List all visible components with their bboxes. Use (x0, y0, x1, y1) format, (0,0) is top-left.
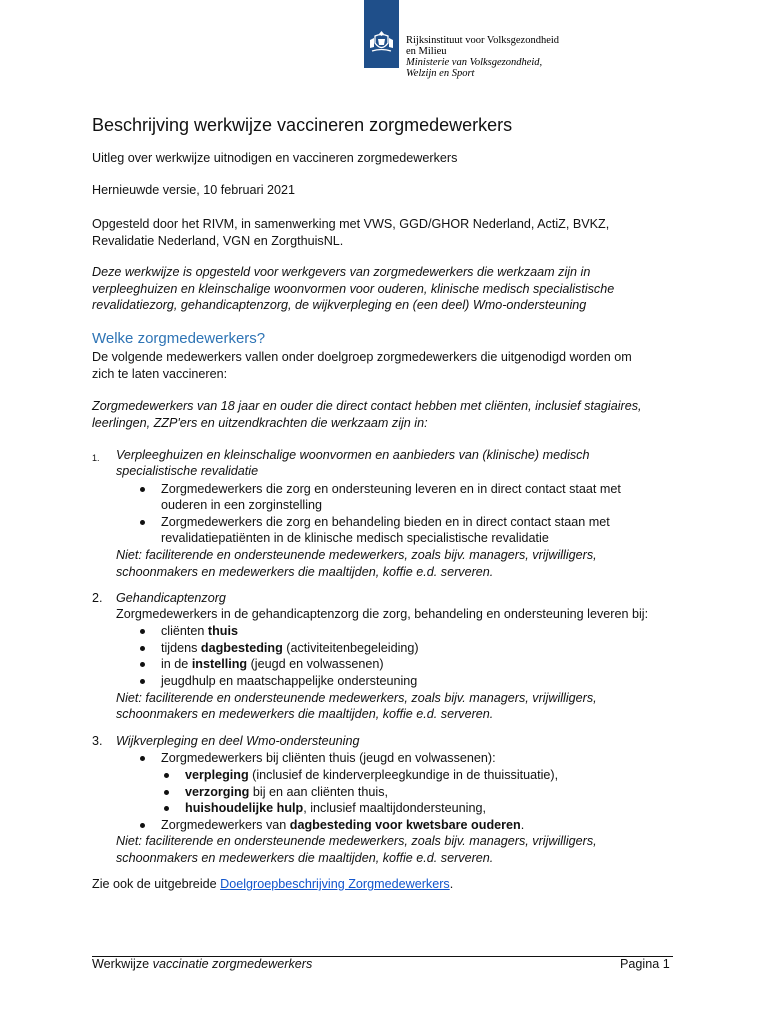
page-number: Pagina 1 (620, 957, 670, 971)
coat-of-arms-icon (369, 30, 394, 54)
logo-text (406, 35, 559, 79)
item3-bullet2: Zorgmedewerkers van dagbesteding voor kwetsbare ouderen. (161, 818, 525, 832)
item3-subbullet3: huishoudelijke hulp, inclusief maaltijdondersteuning, (185, 801, 486, 815)
bullet-dot (140, 629, 145, 634)
item1-title-line2: specialistische revalidatie (116, 464, 259, 478)
item2-bullet4: jeugdhulp en maatschappelijke ondersteuning (161, 674, 418, 688)
section-p1-line1: De volgende medewerkers vallen onder doelgroep zorgmedewerkers die uitgenodigd worden om (92, 350, 632, 364)
item3-subbullet2: verzorging bij en aan cliënten thuis, (185, 785, 389, 799)
item2-niet-line2: schoonmakers en medewerkers die maaltijden, koffie e.d. serveren. (116, 707, 494, 721)
item3-subbullet1: verpleging (inclusief de kinderverpleegkundige in de thuissituatie), (185, 768, 559, 782)
bullet-dot (164, 806, 169, 811)
item1-niet-line2: schoonmakers en medewerkers die maaltijden, koffie e.d. serveren. (116, 565, 494, 579)
item2-bullet3: in de instelling (jeugd en volwassenen) (161, 657, 384, 671)
document-title: Beschrijving werkwijze vaccineren zorgmedewerkers (92, 115, 513, 135)
item1-niet-line1: Niet: faciliterende en ondersteunende medewerkers, zoals bijv. managers, vrijwilligers, (116, 548, 597, 562)
org-name-line1: Rijksinstituut voor Volksgezondheid (406, 35, 560, 46)
authors-line1: Opgesteld door het RIVM, in samenwerking met VWS, GGD/GHOR Nederland, ActiZ, BVKZ, (92, 217, 610, 231)
item2-bullet1: cliënten thuis (161, 624, 239, 638)
item2-number: 2. (92, 591, 103, 605)
item1-bullet1-line2: ouderen in een zorginstelling (161, 498, 323, 512)
item2-intro: Zorgmedewerkers in de gehandicaptenzorg die zorg, behandeling en ondersteuning leveren bij: (116, 607, 649, 621)
org-name-line2: en Milieu (406, 46, 447, 57)
doelgroep-link[interactable]: Doelgroepbeschrijving Zorgmedewerkers (220, 877, 450, 891)
section-heading: Welke zorgmedewerkers? (92, 330, 266, 347)
version-line: Hernieuwde versie, 10 februari 2021 (92, 183, 296, 197)
authors-line2: Revalidatie Nederland, VGN en ZorgthuisNL. (92, 234, 344, 248)
bullet-dot (140, 756, 145, 761)
ministry-line1: Ministerie van Volksgezondheid, (406, 57, 543, 68)
item2-title: Gehandicaptenzorg (116, 591, 226, 605)
item3-niet-line2: schoonmakers en medewerkers die maaltijden, koffie e.d. serveren. (116, 851, 494, 865)
logo-ribbon (364, 0, 399, 68)
item1-bullet2-line1: Zorgmedewerkers die zorg en behandeling bieden en in direct contact staan met (161, 515, 610, 529)
item3-number: 3. (92, 734, 103, 748)
bullet-dot (140, 662, 145, 667)
bullet-dot (140, 679, 145, 684)
bullet-dot (164, 773, 169, 778)
item3-title: Wijkverpleging en deel Wmo-ondersteuning (116, 734, 360, 748)
footer-title: Werkwijze vaccinatie zorgmedewerkers (92, 957, 313, 971)
bullet-dot (140, 823, 145, 828)
item3-bullet1: Zorgmedewerkers bij cliënten thuis (jeugd en volwassenen): (161, 751, 496, 765)
ministry-line2: Welzijn en Sport (406, 68, 475, 79)
intro-line2: verpleeghuizen en kleinschalige woonvormen voor ouderen, klinische medisch specialistische (92, 282, 615, 296)
item1-bullet1-line1: Zorgmedewerkers die zorg en ondersteuning leveren en in direct contact staat met (161, 482, 621, 496)
intro-line3: revalidatiezorg, gehandicaptenzorg, de wijkverpleging en (een deel) Wmo-ondersteuning (92, 298, 587, 312)
item1-bullet2-line2: revalidatiepatiënten in de klinische medisch specialistische revalidatie (161, 531, 549, 545)
section-p2-line1: Zorgmedewerkers van 18 jaar en ouder die direct contact hebben met cliënten, inclusief stagiaires, (92, 399, 642, 413)
section-p1-line2: zich te laten vaccineren: (92, 367, 228, 381)
bullet-dot (140, 487, 145, 492)
bullet-dot (140, 646, 145, 651)
bullet-dot (164, 790, 169, 795)
document-subtitle: Uitleg over werkwijze uitnodigen en vaccineren zorgmedewerkers (92, 151, 458, 165)
section-p2-line2: leerlingen, ZZP'ers en uitzendkrachten die werkzaam zijn in: (92, 416, 428, 430)
intro-line1: Deze werkwijze is opgesteld voor werkgevers van zorgmedewerkers die werkzaam zijn in (92, 265, 591, 279)
item3-niet-line1: Niet: faciliterende en ondersteunende medewerkers, zoals bijv. managers, vrijwilligers, (116, 834, 597, 848)
item2-niet-line1: Niet: faciliterende en ondersteunende medewerkers, zoals bijv. managers, vrijwilligers, (116, 691, 597, 705)
bullet-dot (140, 520, 145, 525)
item2-bullet2: tijdens dagbesteding (activiteitenbegeleiding) (161, 641, 419, 655)
item1-number: 1. (92, 453, 100, 463)
item1-title-line1: Verpleeghuizen en kleinschalige woonvormen en aanbieders van (klinische) medisch (116, 448, 590, 462)
closing-line: Zie ook de uitgebreide Doelgroepbeschrijving Zorgmedewerkers. (92, 877, 454, 891)
